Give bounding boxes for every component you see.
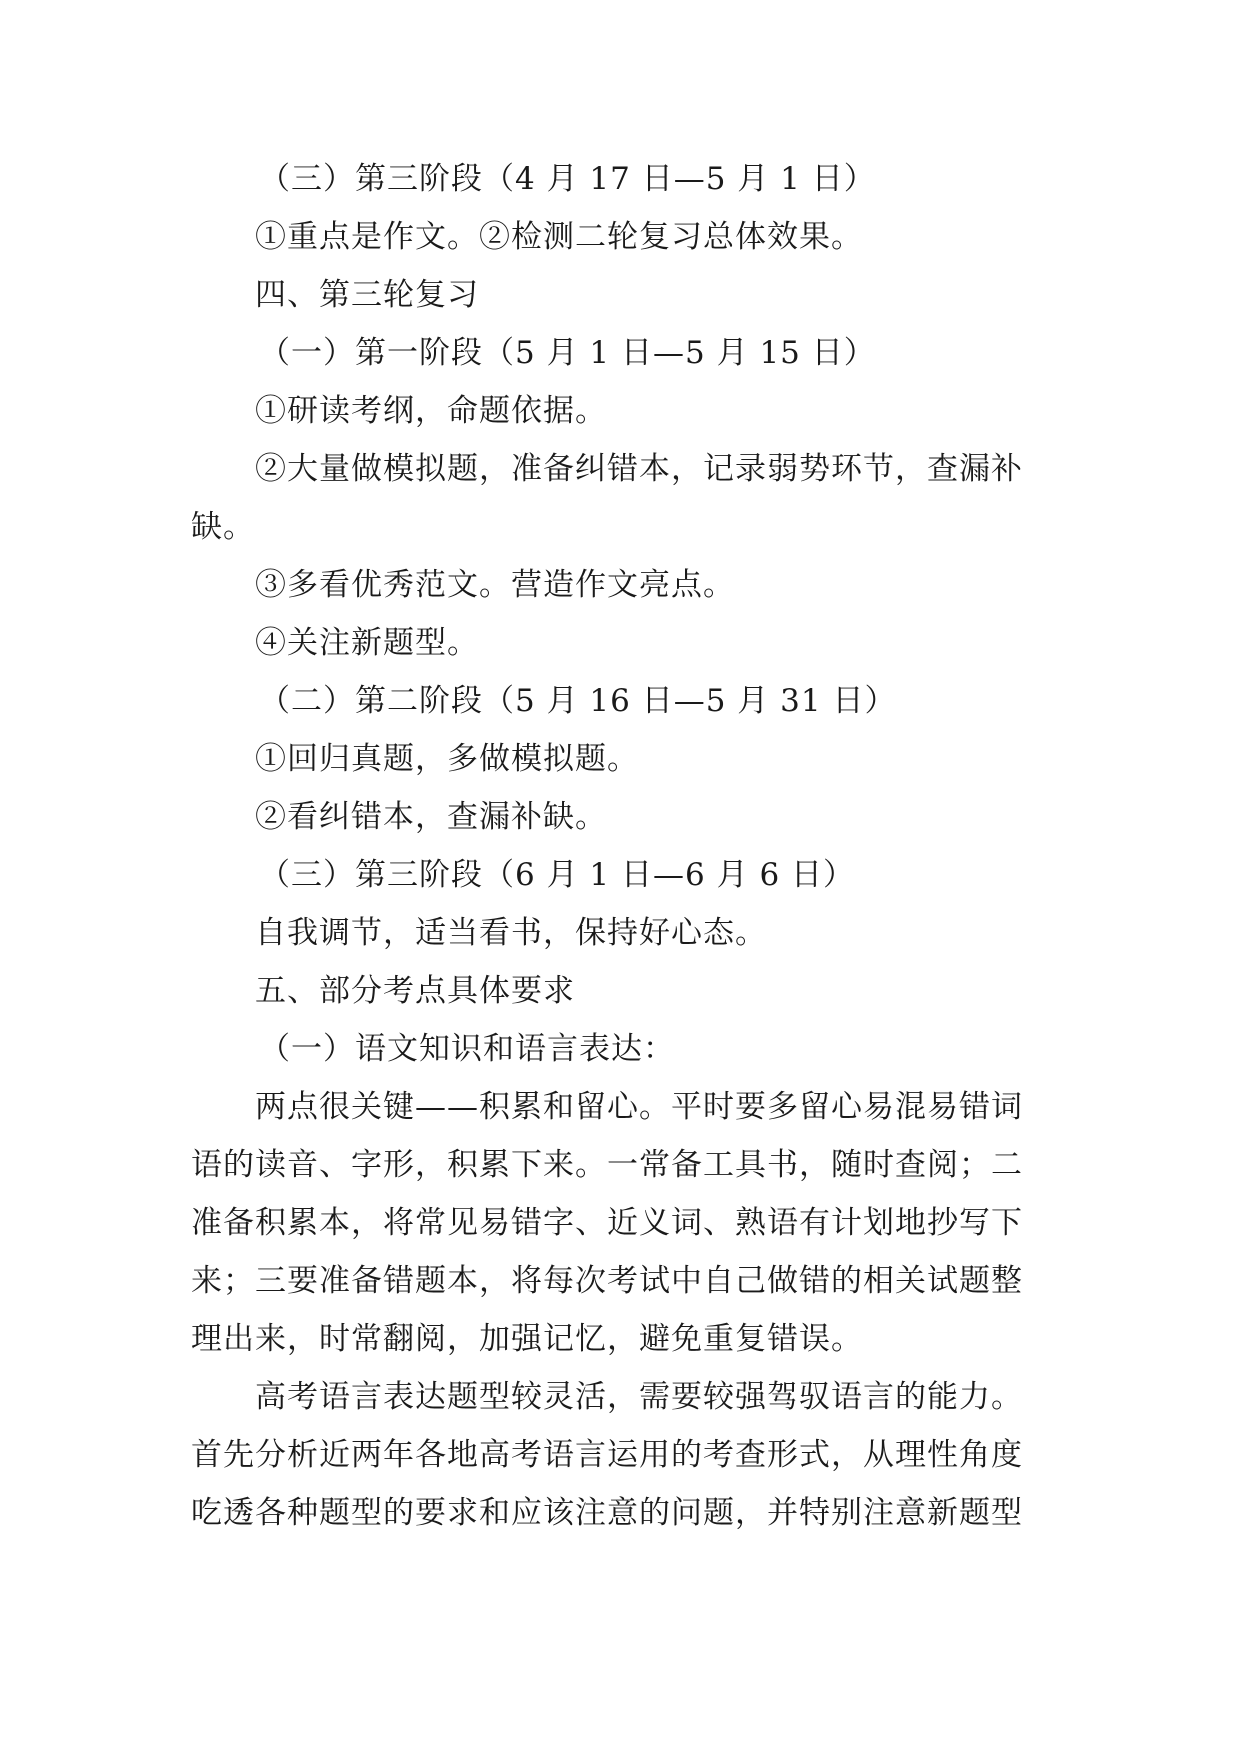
stage-2-heading: （二）第二阶段（5 月 16 日—5 月 31 日） xyxy=(259,683,897,719)
subsection-heading: （一）语文知识和语言表达： xyxy=(259,1031,675,1067)
document-body xyxy=(191,150,1051,1542)
paragraph-continuation: 来；三要准备错题本，将每次考试中自己做错的相关试题整 xyxy=(191,1263,1023,1299)
stage-3-heading: （三）第三阶段（6 月 1 日—6 月 6 日） xyxy=(259,857,856,893)
paragraph-continuation: 语的读音、字形，积累下来。一常备工具书，随时查阅；二 xyxy=(191,1147,1023,1183)
paragraph: ①回归真题，多做模拟题。 xyxy=(255,741,639,777)
section-heading-4: 四、第三轮复习 xyxy=(255,277,479,313)
stage-1-heading: （一）第一阶段（5 月 1 日—5 月 15 日） xyxy=(259,335,876,371)
paragraph-continuation: 缺。 xyxy=(191,509,255,545)
section-heading-5: 五、部分考点具体要求 xyxy=(255,973,575,1009)
paragraph: 自我调节，适当看书，保持好心态。 xyxy=(255,915,767,951)
paragraph-continuation: 首先分析近两年各地高考语言运用的考查形式，从理性角度 xyxy=(191,1437,1023,1473)
stage-3-heading: （三）第三阶段（4 月 17 日—5 月 1 日） xyxy=(259,161,876,197)
paragraph-continuation: 准备积累本，将常见易错字、近义词、熟语有计划地抄写下 xyxy=(191,1205,1023,1241)
paragraph: 高考语言表达题型较灵活，需要较强驾驭语言的能力。 xyxy=(255,1379,1023,1415)
paragraph: ③多看优秀范文。营造作文亮点。 xyxy=(255,567,735,603)
paragraph: ②看纠错本，查漏补缺。 xyxy=(255,799,607,835)
paragraph: ②大量做模拟题，准备纠错本，记录弱势环节，查漏补 xyxy=(255,451,1023,487)
paragraph: 两点很关键——积累和留心。平时要多留心易混易错词 xyxy=(255,1089,1023,1125)
paragraph: ④关注新题型。 xyxy=(255,625,479,661)
paragraph-continuation: 吃透各种题型的要求和应该注意的问题，并特别注意新题型 xyxy=(191,1495,1023,1531)
paragraph-continuation: 理出来，时常翻阅，加强记忆，避免重复错误。 xyxy=(191,1321,863,1357)
paragraph: ①重点是作文。②检测二轮复习总体效果。 xyxy=(255,219,863,255)
paragraph: ①研读考纲，命题依据。 xyxy=(255,393,607,429)
